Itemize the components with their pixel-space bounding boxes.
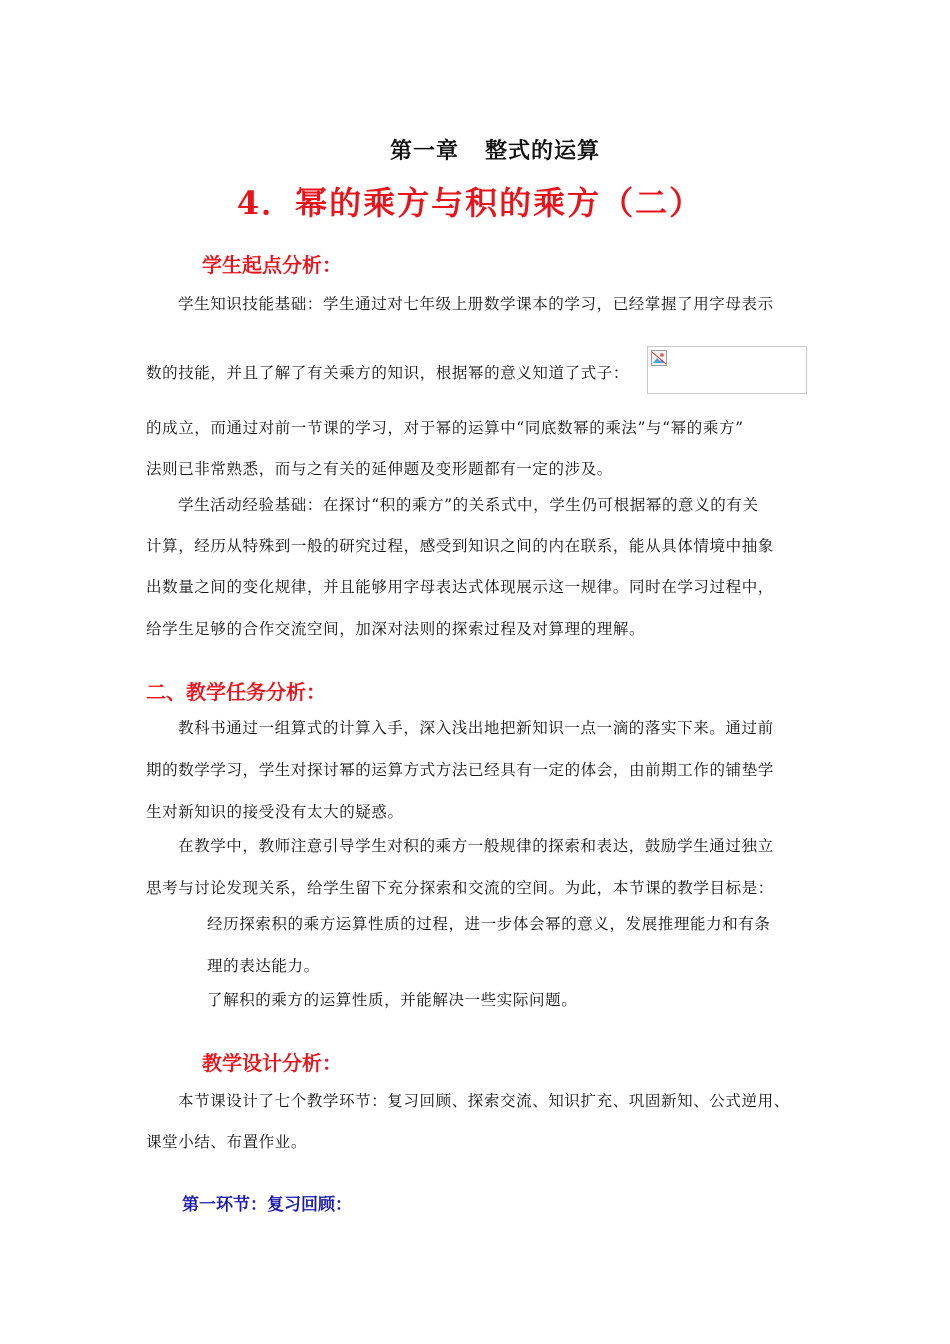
chapter-name: 整式的运算 xyxy=(485,138,601,164)
teaching-goal-item-continued: 理的表达能力。 xyxy=(207,957,320,975)
paragraph-line: 学生知识技能基础：学生通过对七年级上册数学课本的学习，已经掌握了用字母表示 xyxy=(178,295,774,313)
teaching-goal-item: 经历探索积的乘方运算性质的过程，进一步体会幂的意义，发展推理能力和有条 xyxy=(207,915,771,933)
paragraph-line: 计算，经历从特殊到一般的研究过程，感受到知识之间的内在联系，能从具体情境中抽象 xyxy=(146,537,774,555)
chapter-number: 第一章 xyxy=(389,138,459,164)
paragraph-line: 数的技能，并且了解了有关乘方的知识，根据幂的意义知道了式子： xyxy=(146,364,630,382)
section-heading-task-analysis: 二、教学任务分析： xyxy=(146,680,326,704)
paragraph-line: 的成立，而通过对前一节课的学习，对于幂的运算中“同底数幂的乘法”与“幂的乘方” xyxy=(146,419,744,437)
broken-image-icon xyxy=(651,350,667,366)
teaching-goal-item: 了解积的乘方的运算性质，并能解决一些实际问题。 xyxy=(207,991,578,1009)
formula-image xyxy=(647,346,807,394)
paragraph-line: 课堂小结、布置作业。 xyxy=(146,1133,308,1151)
paragraph-line: 学生活动经验基础：在探讨“积的乘方”的关系式中，学生仍可根据幂的意义的有关 xyxy=(178,496,759,514)
section-heading-design-analysis: 教学设计分析： xyxy=(202,1051,342,1075)
chapter-heading xyxy=(0,134,950,165)
paragraph-line: 给学生足够的合作交流空间，加深对法则的探索过程及对算理的理解。 xyxy=(146,620,646,638)
paragraph-line: 法则已非常熟悉，而与之有关的延伸题及变形题都有一定的涉及。 xyxy=(146,460,613,478)
paragraph-line: 本节课设计了七个教学环节：复习回顾、探索交流、知识扩充、巩固新知、公式逆用、 xyxy=(178,1092,790,1110)
section-heading-first-step: 第一环节：复习回顾： xyxy=(182,1195,352,1215)
paragraph-line: 在教学中，教师注意引导学生对积的乘方一般规律的探索和表达，鼓励学生通过独立 xyxy=(178,837,774,855)
paragraph-line: 出数量之间的变化规律，并且能够用字母表达式体现展示这一规律。同时在学习过程中， xyxy=(146,578,774,596)
paragraph-line: 教科书通过一组算式的计算入手，深入浅出地把新知识一点一滴的落实下来。通过前 xyxy=(178,719,774,737)
paragraph-line: 思考与讨论发现关系，给学生留下充分探索和交流的空间。为此，本节课的教学目标是： xyxy=(146,879,774,897)
section-heading-student-analysis: 学生起点分析： xyxy=(202,253,342,277)
lesson-title: 4．幂的乘方与积的乘方（二） xyxy=(236,184,704,222)
paragraph-line: 生对新知识的接受没有太大的疑惑。 xyxy=(146,803,404,821)
paragraph-line: 期的数学学习，学生对探讨幂的运算方式方法已经具有一定的体会，由前期工作的铺垫学 xyxy=(146,761,774,779)
